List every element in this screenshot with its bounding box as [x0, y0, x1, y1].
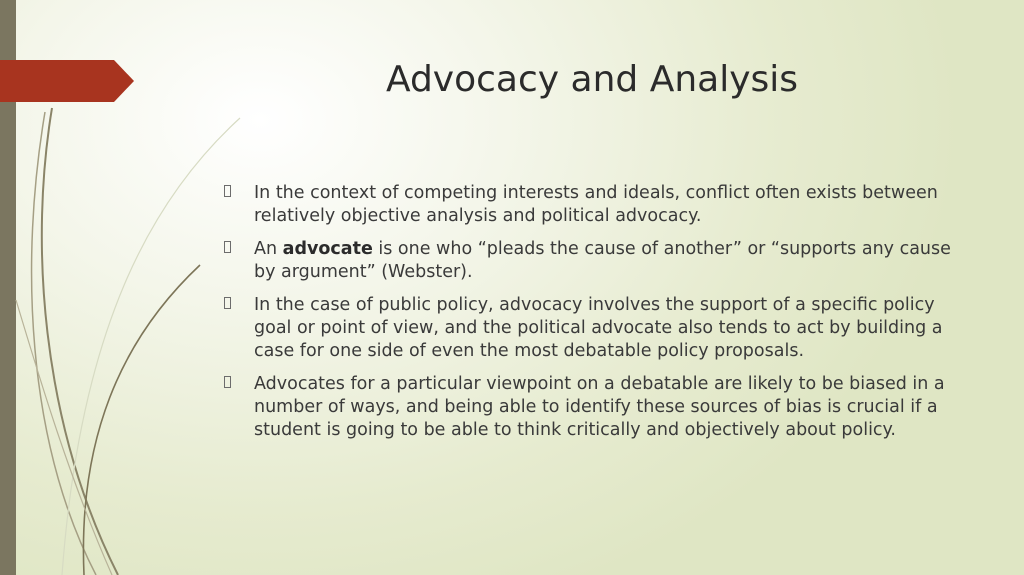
bullet-text: In the context of competing interests and ideals, conflict often exists between relatively objective analysis and political advocacy. — [254, 183, 938, 226]
hollow-rectangle-bullet-icon — [224, 297, 231, 309]
hollow-rectangle-bullet-icon — [224, 376, 231, 388]
bullet-item — [224, 238, 964, 284]
bullet-text: Advocates for a particular viewpoint on a debatable are likely to be biased in a number of ways, and being able to identify these sources of bias is crucial if a student is going to be able to think critically and objectively about policy. — [254, 374, 945, 440]
bullet-text-suffix: is one who “pleads the cause of another” or “supports any cause by argument” (Webster). — [254, 239, 951, 282]
bullet-item — [224, 373, 964, 442]
slide-title: Advocacy and Analysis — [385, 59, 799, 100]
bullet-bold-term: advocate — [282, 239, 373, 259]
hollow-rectangle-bullet-icon — [224, 241, 231, 253]
bullet-text: In the case of public policy, advocacy involves the support of a specific policy goal or point of view, and the political advocate also tends to act by building a case for one side of even the most debatable policy proposals. — [254, 295, 943, 361]
bullet-list — [224, 182, 964, 452]
bullet-item — [224, 294, 964, 363]
bullet-item — [224, 182, 964, 228]
title-accent-arrow — [0, 60, 134, 102]
hollow-rectangle-bullet-icon — [224, 185, 231, 197]
bullet-text-prefix: An — [254, 239, 283, 259]
